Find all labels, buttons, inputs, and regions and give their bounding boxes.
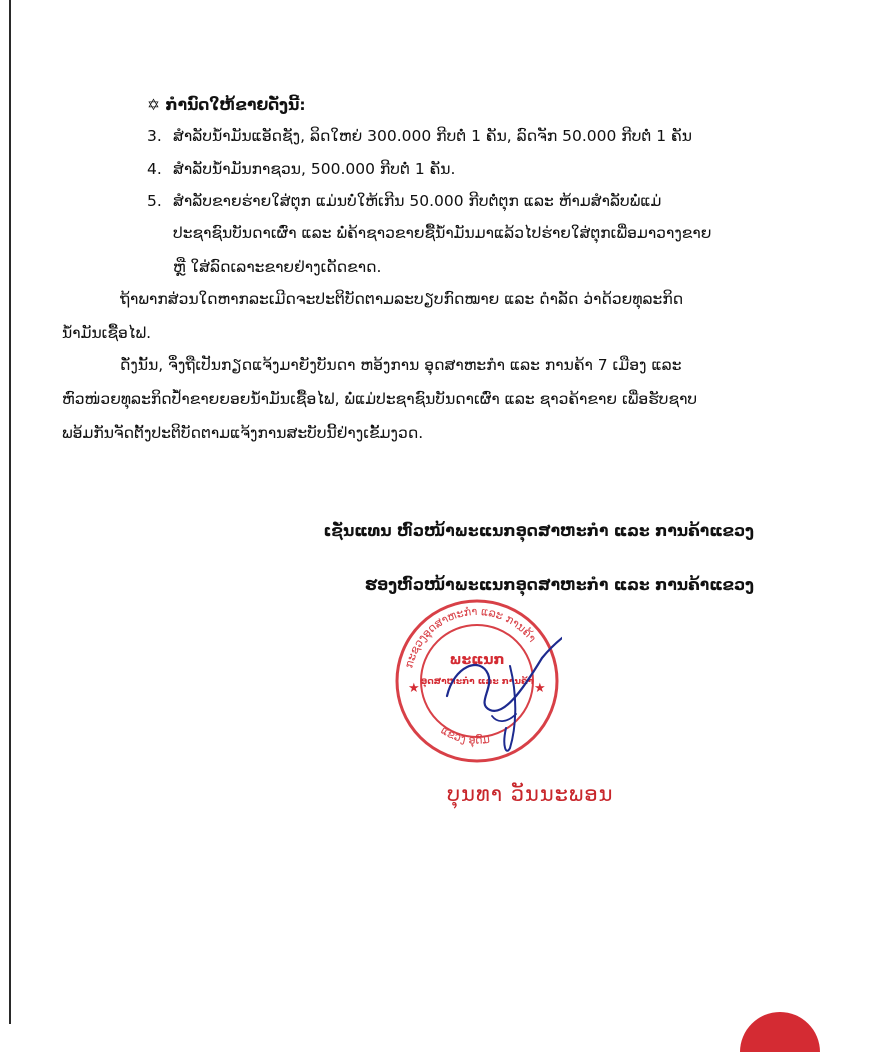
section-heading: ✡ ກໍານົດໃຫ້ຂາຍດັ່ງນີ້: [147, 96, 306, 114]
signature-stroke [492, 714, 516, 721]
signer-name: ບຸນທາ ວັນນະພອນ [447, 782, 614, 806]
stamp-star-left: ★ [408, 681, 420, 696]
stamp-star-right: ★ [534, 681, 546, 696]
paragraph-conclusion-continuation: ຫົວໜ່ວຍທຸລະກິດປໍ້າຂາຍຍອຍນໍ້າມັນເຊື້ອໄຟ, ພໍ່ແມ່ປະຊາຊົນບັນດາເຜົ່າ ແລະ ຊາວຄ້າຂາຍ ເພື່ອຮັບຊາບ [62, 390, 698, 408]
list-item-number: 4. [147, 160, 162, 178]
official-stamp [392, 596, 562, 766]
stamp-center-line1: ພະແນກ [449, 652, 505, 668]
deputy-title: ຮອງຫົວໜ້າພະແນກອຸດສາຫະກໍາ ແລະ ການຄ້າແຂວງ [364, 576, 754, 594]
list-item-5 [147, 190, 661, 212]
paragraph-violation-continuation: ນໍ້າມັນເຊື້ອໄຟ. [62, 324, 152, 342]
list-item-3 [147, 125, 692, 147]
corner-red-mark [740, 1012, 820, 1052]
list-item-5-continuation: ປະຊາຊົນບັນດາເຜົ່າ ແລະ ພໍ່ຄ້າຊາວຂາຍຊື້ນໍ້າມັນມາແລ້ວໄປຮ່າຍໃສ່ຕຸກເພື່ອມາວາງຂາຍ [173, 224, 712, 242]
stamp-bottom-text: ແຂວງ ອຸດົມ [438, 723, 491, 747]
list-item-text: ສໍາລັບນໍ້າມັນກາຊວນ, 500.000 ກີບຕໍ່ 1 ຄັນ. [173, 160, 456, 178]
list-item-text: ສໍາລັບນໍ້າມັນແອັດຊັງ, ລິດໃຫຍ່ 300.000 ກີບຕໍ່ 1 ຄັນ, ລົດຈັກ 50.000 ກີບຕໍ່ 1 ຄັນ [173, 127, 692, 145]
stamp-ring-text: ກະຊວງອຸດສາຫະກໍາ ແລະ ການຄ້າ [402, 604, 539, 670]
on-behalf-title: ເຊັ່ນແທນ ຫົວໜ້າພະແນກອຸດສາຫະກໍາ ແລະ ການຄ້າແຂວງ [323, 522, 754, 540]
list-item-text: ສໍາລັບຂາຍຮ່າຍໃສ່ຕຸກ ແມ່ນບໍ່ໃຫ້ເກີນ 50.000 ກີບຕໍ່ຕຸກ ແລະ ຫ້າມສໍາລັບພໍ່ແມ່ [173, 192, 662, 210]
stamp-center-line2: ອຸດສາຫະກໍາ ແລະ ການຄ້າ [420, 677, 534, 687]
list-item-number: 5. [147, 192, 162, 210]
stamp-seal-graphic [392, 596, 562, 766]
list-item-4 [147, 158, 455, 180]
paragraph-conclusion: ດັ່ງນັ້ນ, ຈຶ່ງຖືເປັນກຽດແຈ້ງມາຍັງບັນດາ ຫອ້ງການ ອຸດສາຫະກໍາ ແລະ ການຄ້າ 7 ເມືອງ ແລະ [120, 356, 682, 374]
paragraph-violation: ຖ້າພາກສ່ວນໃດຫາກລະເມີດຈະປະຕິບັດຕາມລະບຽບກົດໝາຍ ແລະ ດໍາລັດ ວ່າດ້ວຍທຸລະກິດ [120, 290, 684, 308]
paragraph-conclusion-continuation: ພອ້ມກັນຈັດຕັ້ງປະຕິບັດຕາມແຈ້ງການສະບັບນີ້ຢ່າງເຂັ້ມງວດ. [62, 424, 424, 442]
list-item-5-continuation: ຫຼື ໃສ່ລົດເລາະຂາຍຢ່າງເດັດຂາດ. [173, 258, 382, 276]
list-item-number: 3. [147, 127, 162, 145]
